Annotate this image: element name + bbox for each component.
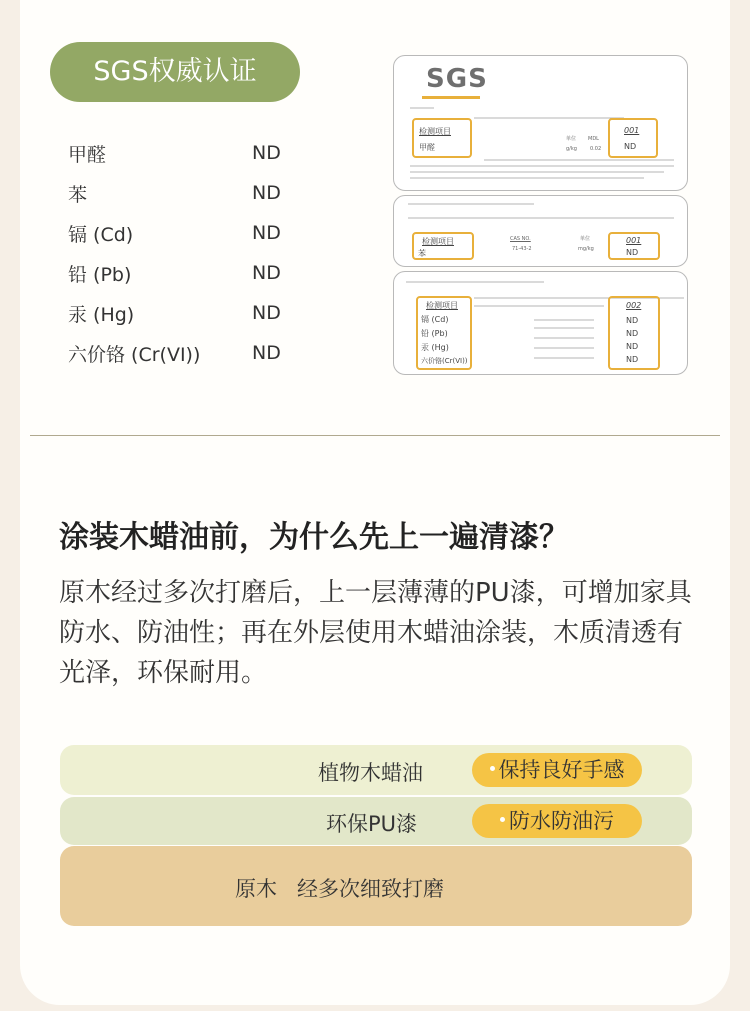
unit-header: 单位 [580, 236, 591, 242]
item-header: 检测项目 [426, 301, 458, 310]
result-value: ND [626, 342, 639, 351]
result-value: ND [626, 316, 639, 325]
report-panel-formaldehyde [393, 55, 688, 191]
result-code: 001 [626, 236, 642, 245]
highlight-item-box [412, 232, 474, 260]
result-value: ND [252, 182, 281, 204]
mdl-header: MDL [588, 136, 599, 142]
unit-value: g/kg [566, 146, 577, 152]
layer-pu-varnish [60, 797, 692, 845]
result-value: ND [252, 222, 281, 244]
result-value: ND [626, 355, 639, 364]
layer-wood-wax-oil [60, 745, 692, 795]
item-name: 铅 (Pb) [421, 329, 448, 338]
result-value: ND [252, 302, 281, 324]
substance-name: 镉 (Cd) [68, 224, 134, 246]
result-value: ND [252, 342, 281, 364]
item-header: 检测项目 [422, 237, 454, 246]
sgs-certification-badge: SGS权威认证 [50, 42, 300, 102]
item-name: 甲醛 [419, 143, 435, 152]
section-paragraph: 原木经过多次打磨后，上一层薄薄的PU漆，可增加家具防水、防油性；再在外层使用木蜡油涂装，木质清透有光泽，环保耐用。 [59, 578, 692, 688]
bullet-dot-icon [500, 817, 505, 822]
report-panel-heavy-metals [393, 271, 688, 375]
item-header: 检测项目 [419, 127, 451, 136]
result-value: ND [624, 142, 637, 151]
section-divider [30, 435, 720, 436]
mdl-value: 0.02 [590, 146, 602, 152]
sgs-report-image [393, 55, 690, 375]
cas-header: CAS NO. [510, 236, 531, 242]
highlight-result-box [608, 232, 660, 260]
layer-label: 原木 经多次细致打磨 [235, 877, 445, 901]
substance-name: 汞 (Hg) [68, 304, 135, 326]
layer-raw-wood [60, 846, 692, 926]
unit-value: mg/kg [578, 246, 594, 252]
result-code: 001 [624, 126, 640, 135]
cas-value: 71-43-2 [512, 246, 532, 252]
item-name: 六价铬(Cr(VI)) [421, 357, 468, 365]
result-value: ND [252, 142, 281, 164]
substance-name: 六价铬 (Cr(VI)) [68, 344, 201, 366]
item-name: 苯 [418, 249, 426, 258]
unit-header: 单位 [566, 136, 577, 142]
item-name: 镉 (Cd) [421, 315, 449, 324]
report-panel-benzene [393, 195, 688, 267]
highlight-item-box [412, 118, 472, 158]
substance-name: 铅 (Pb) [68, 264, 132, 286]
substance-name: 苯 [68, 184, 88, 206]
layer-label: 植物木蜡油 [318, 761, 423, 785]
bullet-dot-icon [490, 766, 495, 771]
section-heading: 涂装木蜡油前，为什么先上一遍清漆？ [59, 520, 569, 555]
result-value: ND [626, 248, 639, 257]
tag-text: 防水防油污 [509, 809, 614, 833]
highlight-item-box [416, 296, 472, 370]
result-value: ND [252, 262, 281, 284]
layer-label: 环保PU漆 [326, 812, 418, 836]
item-name: 汞 (Hg) [421, 343, 449, 352]
highlight-result-box [608, 118, 658, 158]
tag-text: 保持良好手感 [498, 758, 625, 782]
result-code: 002 [626, 301, 642, 310]
result-value: ND [626, 329, 639, 338]
layer-feature-tag [472, 804, 642, 838]
highlight-result-box [608, 296, 660, 370]
substance-name: 甲醛 [68, 144, 107, 166]
layer-feature-tag [472, 753, 642, 787]
sgs-logo: SGS [426, 64, 488, 94]
